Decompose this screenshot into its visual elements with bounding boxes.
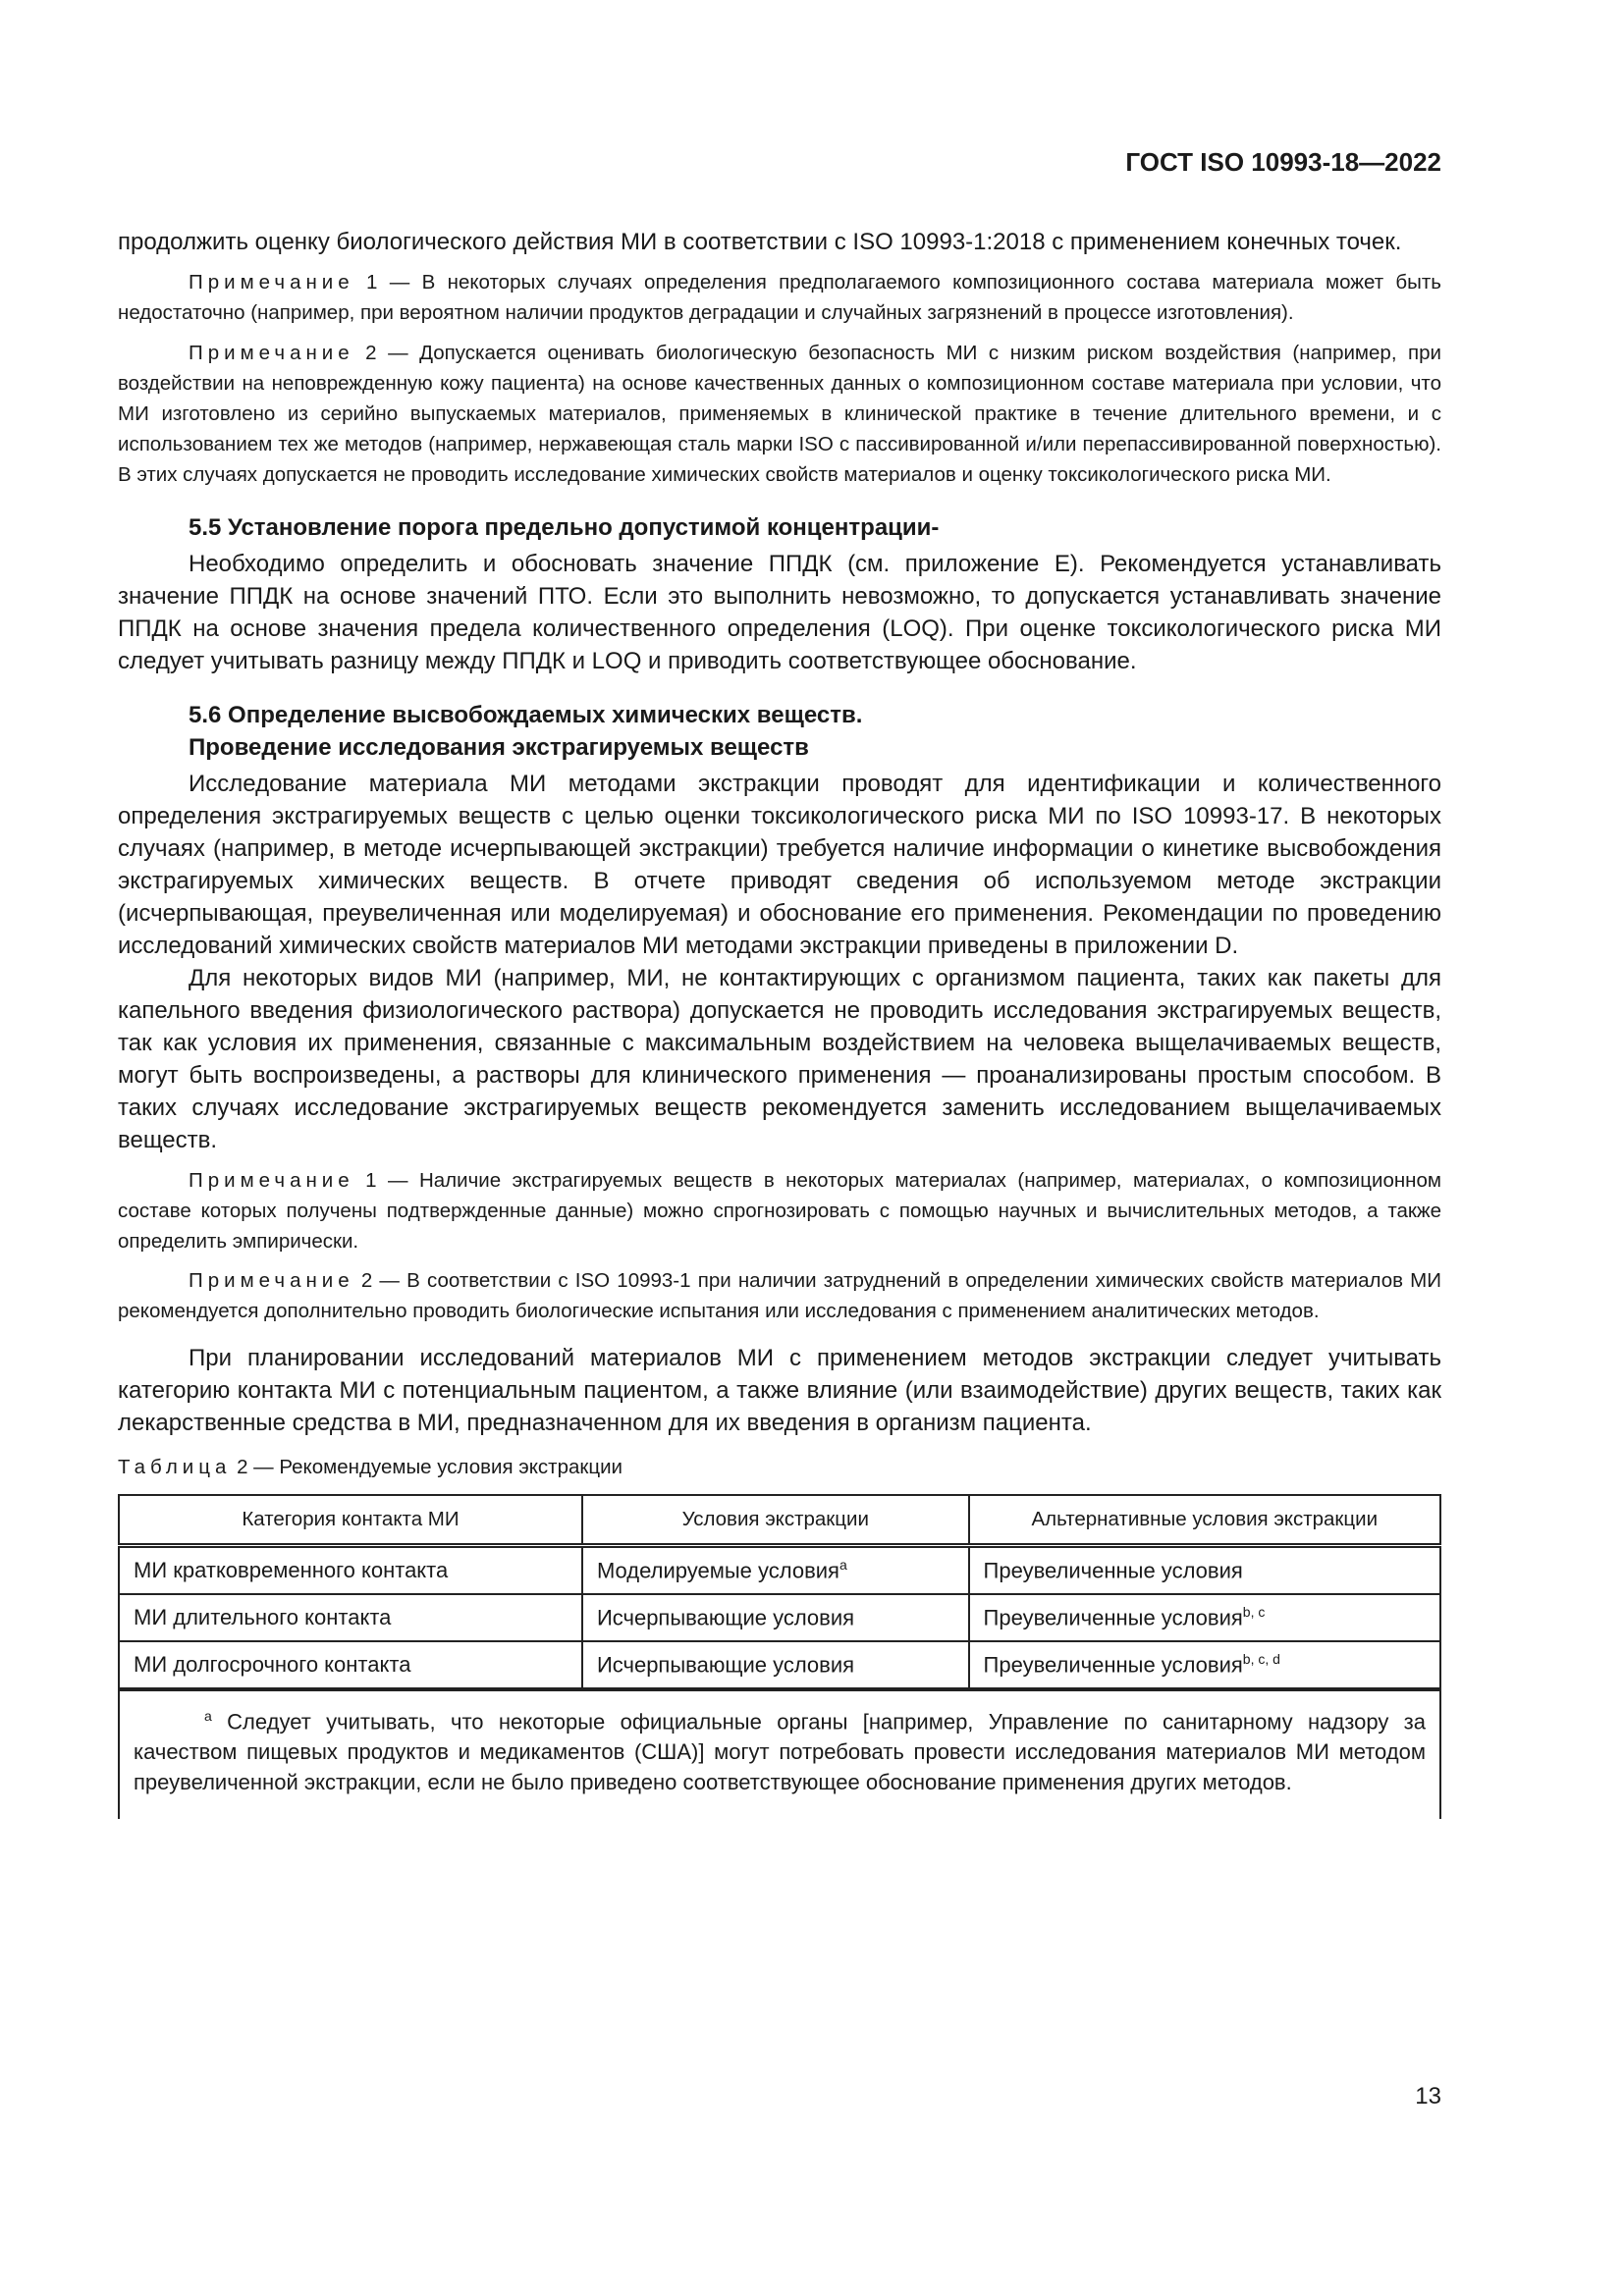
- note-number: 1 —: [353, 271, 422, 294]
- column-header: Альтернативные условия экстракции: [969, 1495, 1440, 1546]
- note-2: [118, 338, 1441, 490]
- table-caption: [118, 1453, 1441, 1482]
- column-header: Категория контакта МИ: [119, 1495, 582, 1546]
- footnote-ref: b, c: [1242, 1604, 1266, 1621]
- note-number: 2 —: [353, 342, 420, 364]
- note-label: Примечание: [189, 342, 354, 364]
- table-cell: Исчерпывающие условия: [582, 1594, 969, 1641]
- table-caption-text: 2 — Рекомендуемые условия экстракции: [231, 1456, 623, 1478]
- note-number: 2 —: [353, 1269, 407, 1292]
- table-header-row: [119, 1495, 1440, 1546]
- footnote-ref: b, c, d: [1242, 1651, 1280, 1668]
- note-text: Допускается оценивать биологическую безопасность МИ с низким риском воздействия (например, при воздействии на неповрежденную кожу пациента) на основе качественных данных о композиционном составе материала при условии, что МИ изготовлено из серийно выпускаемых материалов, применяемых в клинической практике в течение длительного времени, и с использованием тех же методов (например, нержавеющая сталь марки ISO с пассивированной и/или перепассивированной поверхностью). В этих случаях допускается не проводить исследование химических свойств материалов и оценку токсикологического риска МИ.: [118, 342, 1441, 486]
- paragraph: продолжить оценку биологического действия МИ в соответствии с ISO 10993-1:2018 с применением конечных точек.: [118, 229, 1402, 255]
- table-cell: МИ длительного контакта: [119, 1594, 582, 1641]
- table-cell: Преувеличенные условия: [969, 1546, 1440, 1595]
- section-heading-5-6: 5.6 Определение высвобождаемых химических веществ.: [189, 702, 863, 728]
- section-subheading-5-6: Проведение исследования экстрагируемых веществ: [189, 734, 809, 761]
- table-row: [119, 1594, 1440, 1641]
- table-footnote: [118, 1691, 1441, 1819]
- note-text: В соответствии с ISO 10993-1 при наличии затруднений в определении химических свойств материалов МИ рекомендуется дополнительно проводить биологические испытания или исследования с применением аналитических методов.: [118, 1269, 1441, 1322]
- paragraph: При планировании исследований материалов МИ с применением методов экстракции следует учитывать категорию контакта МИ с потенциальным пациентом, а также влияние (или взаимодействие) других веществ, таких как лекарственные средства в МИ, предназначенном для их введения в организм пациента.: [118, 1345, 1441, 1436]
- table-cell: МИ кратковременного контакта: [119, 1546, 582, 1595]
- table-caption-label: Таблица: [118, 1456, 232, 1478]
- note-text: Наличие экстрагируемых веществ в некоторых материалах (например, материалах, о композиционном составе которых получены подтвержденные данные) можно спрогнозировать с помощью научных и вычислительных методов, а также определить эмпирически.: [118, 1169, 1441, 1253]
- table-cell: Исчерпывающие условия: [582, 1641, 969, 1689]
- note-1: [118, 1165, 1441, 1256]
- note-label: Примечание: [189, 1169, 354, 1192]
- paragraph: Для некоторых видов МИ (например, МИ, не контактирующих с организмом пациента, таких как пакеты для капельного введения физиологического раствора) допускается не проводить исследования экстрагируемых веществ, так как условия их применения, связанные с максимальным воздействием на человека выщелачиваемых веществ, могут быть воспроизведены, а растворы для клинического применения — проанализированы простым способом. В таких случаях исследование экстрагируемых веществ рекомендуется заменить исследованием выщелачиваемых веществ.: [118, 965, 1441, 1153]
- note-1: [118, 267, 1441, 328]
- section-heading-5-5: 5.5 Установление порога предельно допустимой концентрации-: [189, 514, 940, 541]
- table-cell: Моделируемые условия$^a$: [582, 1546, 969, 1595]
- table-cell: Преувеличенные условия$^{b, c, d}$: [969, 1641, 1440, 1689]
- note-label: Примечание: [189, 271, 354, 294]
- table-row: [119, 1546, 1440, 1595]
- column-header: Условия экстракции: [582, 1495, 969, 1546]
- extraction-conditions-table: [118, 1494, 1441, 1691]
- footnote-text: Следует учитывать, что некоторые официальные органы [например, Управление по санитарному надзору за качеством пищевых продуктов и медикаментов (США)] могут потребовать провести исследования материалов МИ методом преувеличенной экстракции, если не было приведено соответствующее обоснование применения других методов.: [134, 1709, 1426, 1795]
- footnote-mark: a: [204, 1708, 212, 1724]
- table-row: [119, 1641, 1440, 1689]
- document-header: ГОСТ ISO 10993-18—2022: [1125, 147, 1441, 177]
- note-number: 1 —: [353, 1169, 419, 1192]
- paragraph: Необходимо определить и обосновать значение ППДК (см. приложение Е). Рекомендуется устанавливать значение ППДК на основе значений ПТО. Если это выполнить невозможно, то допускается устанавливать значение ППДК на основе значения предела количественного определения (LOQ). При оценке токсикологического риска МИ следует учитывать разницу между ППДК и LOQ и приводить соответствующее обоснование.: [118, 551, 1441, 674]
- note-label: Примечание: [189, 1269, 354, 1292]
- note-text: В некоторых случаях определения предполагаемого композиционного состава материала может быть недостаточно (например, при вероятном наличии продуктов деградации и случайных загрязнений в процессе изготовления).: [118, 271, 1441, 324]
- paragraph: Исследование материала МИ методами экстракции проводят для идентификации и количественного определения экстрагируемых веществ с целью оценки токсикологического риска МИ по ISO 10993-17. В некоторых случаях (например, в методе исчерпывающей экстракции) требуется наличие информации о кинетике высвобождения экстрагируемых химических веществ. В отчете приводят сведения об используемом методе экстракции (исчерпывающая, преувеличенная или моделируемая) и обоснование его применения. Рекомендации по проведению исследований химических свойств материалов МИ методами экстракции приведены в приложении D.: [118, 771, 1441, 959]
- page-number: 13: [1415, 2083, 1441, 2109]
- table-cell: Преувеличенные условия$^{b, c}$: [969, 1594, 1440, 1641]
- page-content: [118, 226, 1441, 1819]
- footnote-ref: a: [839, 1557, 847, 1574]
- note-2: [118, 1265, 1441, 1326]
- table-cell: МИ долгосрочного контакта: [119, 1641, 582, 1689]
